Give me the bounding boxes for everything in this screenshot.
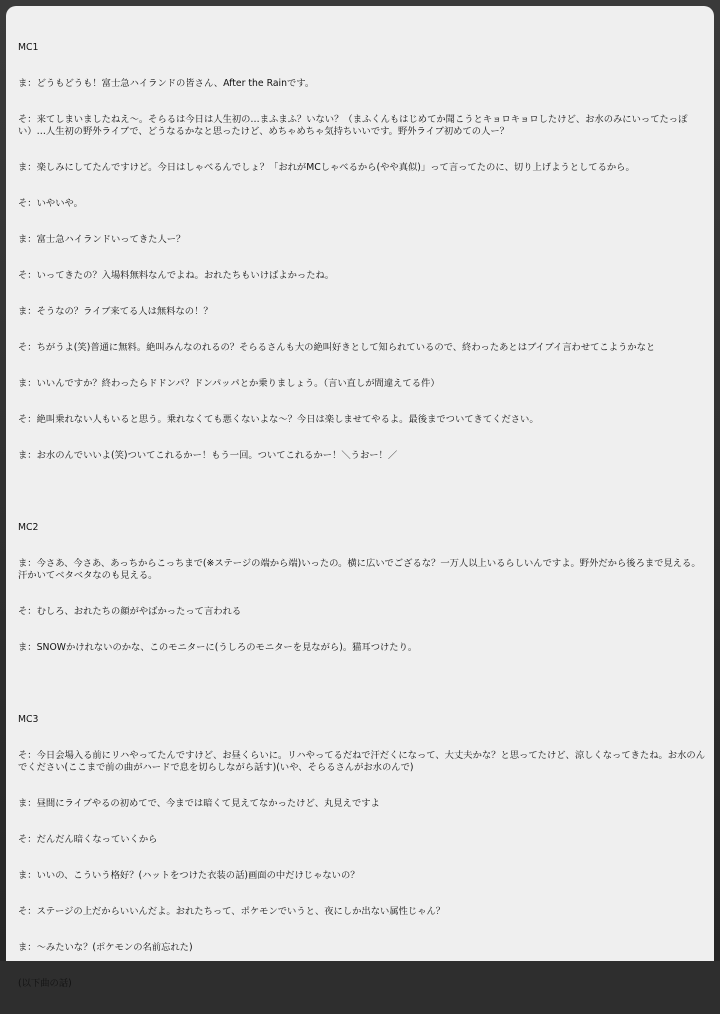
transcript-line: ま：いいんですか？終わったらドドンパ？ドンパッパとか乗りましょう。（言い直しが間違えてる件） (18, 378, 440, 389)
transcript-line: ま：富士急ハイランドいってきた人ー？ (18, 234, 186, 245)
transcript-line: MC3 (18, 714, 39, 725)
blank-line (18, 678, 708, 690)
blank-line (18, 486, 708, 498)
transcript-line: そ：今日会場入る前にリハやってたんですけど、お昼くらいに。リハやってるだねで汗だくになって、大丈夫かな？と思ってたけど、涼しくなってきたね。お水のんでください(ここまで前の曲がハードで息を切らしながら話す)(いや、そらるさんがお水のんで) (18, 750, 705, 773)
transcript-line: そ：ステージの上だからいいんだよ。おれたちって、ポケモンでいうと、夜にしか出ない属性じゃん？ (18, 906, 446, 917)
transcript-line: ま：SNOWかけれないのかな、このモニターに(うしろのモニターを見ながら)。猫耳つけたり。 (18, 642, 418, 653)
transcript-line: MC1 (18, 42, 39, 53)
transcript-line: そ：来てしまいましたねえ〜。そらるは今日は人生初の…まふまふ？いない？（まふくんもはじめてか聞こうとキョロキョロしたけど、お水のみにいってたっぽい）…人生初の野外ライブで、どうなるかなと思ったけど、めちゃめちゃ気持ちいいです。野外ライブ初めての人ー？ (18, 114, 688, 137)
transcript-line: ま：昼間にライブやるの初めてで、今までは暗くて見えてなかったけど、丸見えですよ (18, 798, 380, 809)
transcript-line: MC2 (18, 522, 39, 533)
transcript-line: ま：今さあ、今さあ、あっちからこっちまで(※ステージの端から端)いったの。横に広いでござるな？一万人以上いるらしいんですよ。野外だから後ろまで見える。汗かいてベタベタなのも見える。 (18, 558, 701, 581)
transcript-line: ま：どうもどうも！富士急ハイランドの皆さん、After the Rainです。 (18, 78, 315, 89)
transcript-line: そ：ちがうよ(笑)普通に無料。絶叫みんなのれるの？そらるさんも大の絶叫好きとして知られているので、終わったあとはブイブイ言わせてこようかなと (18, 342, 656, 353)
transcript-line: ま：そうなの？ライブ来てる人は無料なの！？ (18, 306, 213, 317)
transcript-line: そ：絶叫乗れない人もいると思う。乗れなくても悪くないよな〜？今日は楽しませてやるよ。最後までついてきてください。 (18, 414, 539, 425)
document-page[interactable] (6, 6, 714, 989)
transcript-body (18, 18, 708, 1014)
transcript-line: そ：だんだん暗くなっていくから (18, 834, 158, 845)
transcript-line: そ：いやいや。 (18, 198, 83, 209)
transcript-line: そ：むしろ、おれたちの顔がやばかったって言われる (18, 606, 242, 617)
transcript-line: (以下曲の話) (18, 978, 72, 989)
transcript-line: ま：お水のんでいいよ(笑)ついてこれるかー！もう一回。ついてこれるかー！＼うおー！／ (18, 450, 398, 461)
transcript-line: ま：〜みたいな？(ポケモンの名前忘れた) (18, 942, 193, 953)
transcript-line: ま：楽しみにしてたんですけど。今日はしゃべるんでしょ？「おれがMCしゃべるから(やや真似)」って言ってたのに、切り上げようとしてるから。 (18, 162, 635, 173)
transcript-line: そ：いってきたの？入場料無料なんでよね。おれたちもいけばよかったね。 (18, 270, 335, 281)
transcript-line: ま：いいの、こういう格好？(ハットをつけた衣装の話)画面の中だけじゃないの？ (18, 870, 360, 881)
